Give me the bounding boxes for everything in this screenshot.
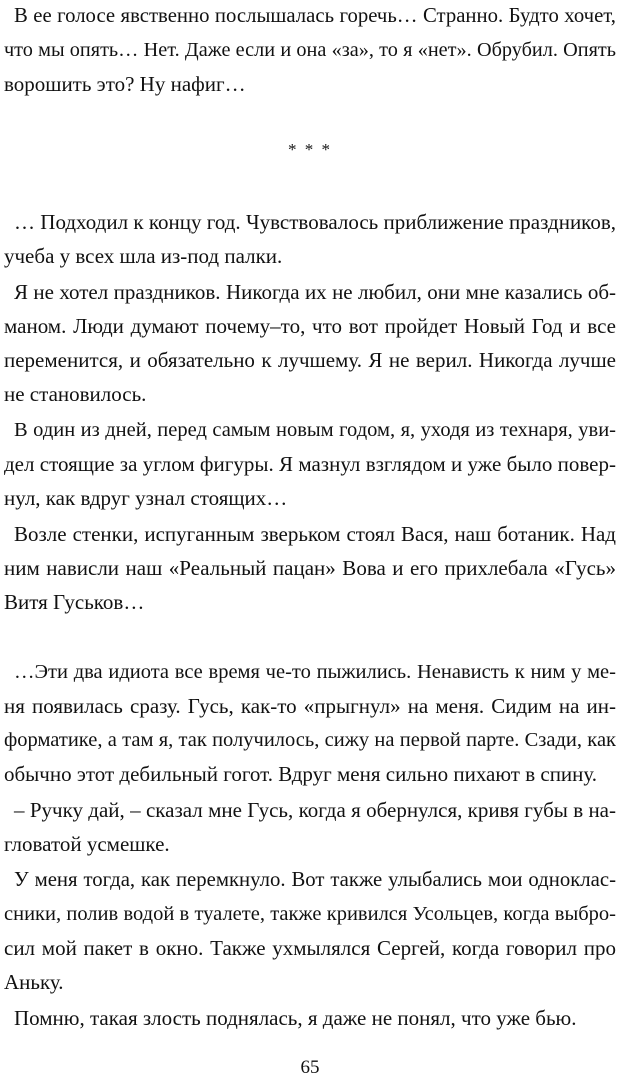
text-line: переменится, и обязательно к лучшему. Я не верил. Никогда лучше bbox=[4, 348, 616, 372]
text-line: обычно этот дебильный гогот. Вдруг меня сильно пихают в спину. bbox=[4, 762, 598, 786]
text-line: ним нависли наш «Реальный пацан» Вова и его прихлебала «Гусь» bbox=[4, 556, 616, 580]
text-line: что мы опять… Нет. Даже если и она «за», то я «нет». Обрубил. Опять bbox=[4, 39, 616, 61]
text-line: Помню, такая злость поднялась, я даже не понял, что уже бью. bbox=[14, 1006, 577, 1030]
text-line: гловатой усмешке. bbox=[4, 832, 170, 856]
section-separator: * * * bbox=[288, 140, 332, 159]
text-line: У меня тогда, как перемкнуло. Вот также улыбались мои одноклас- bbox=[14, 869, 616, 891]
text-line: маном. Люди думают почему–то, что вот пройдет Новый Год и все bbox=[4, 314, 616, 338]
text-line: форматике, а там я, так получилось, сижу на первой парте. Сзади, как bbox=[4, 729, 616, 751]
text-line: учеба у всех шла из-под палки. bbox=[4, 244, 283, 268]
text-line: нул, как вдруг узнал стоящих… bbox=[4, 486, 288, 510]
text-line: ня появилась сразу. Гусь, как-то «прыгнул» на меня. Сидим на ин- bbox=[4, 694, 616, 718]
text-line: дел стоящие за углом фигуры. Я мазнул взглядом и уже было повер- bbox=[4, 452, 616, 476]
text-line: Я не хотел праздников. Никогда их не любил, они мне казались об- bbox=[14, 280, 616, 304]
text-line: Витя Гуськов… bbox=[4, 590, 145, 614]
text-line: В один из дней, перед самым новым годом, я, уходя из технаря, уви- bbox=[14, 419, 616, 441]
text-line: … Подходил к концу год. Чувствовалось приближение праздников, bbox=[14, 210, 616, 234]
text-line: Возле стенки, испуганным зверьком стоял Вася, наш ботаник. Над bbox=[14, 522, 616, 546]
text-line: не становилось. bbox=[4, 382, 147, 406]
page-number: 65 bbox=[300, 1057, 320, 1078]
text-line: ворошить это? Ну нафиг… bbox=[4, 72, 246, 96]
text-line: В ее голосе явственно послышалась горечь… Странно. Будто хочет, bbox=[14, 5, 616, 27]
text-line: Аньку. bbox=[4, 970, 64, 994]
text-line: сники, полив водой в туалете, также кривился Усольцев, когда выбро- bbox=[4, 903, 616, 925]
text-line: …Эти два идиота все время че-то пыжились. Ненависть к ним у ме- bbox=[14, 661, 616, 683]
text-line: сил мой пакет в окно. Также ухмылялся Сергей, когда говорил про bbox=[4, 936, 616, 960]
text-line: – Ручку дай, – сказал мне Гусь, когда я обернулся, кривя губы в на- bbox=[14, 798, 616, 822]
